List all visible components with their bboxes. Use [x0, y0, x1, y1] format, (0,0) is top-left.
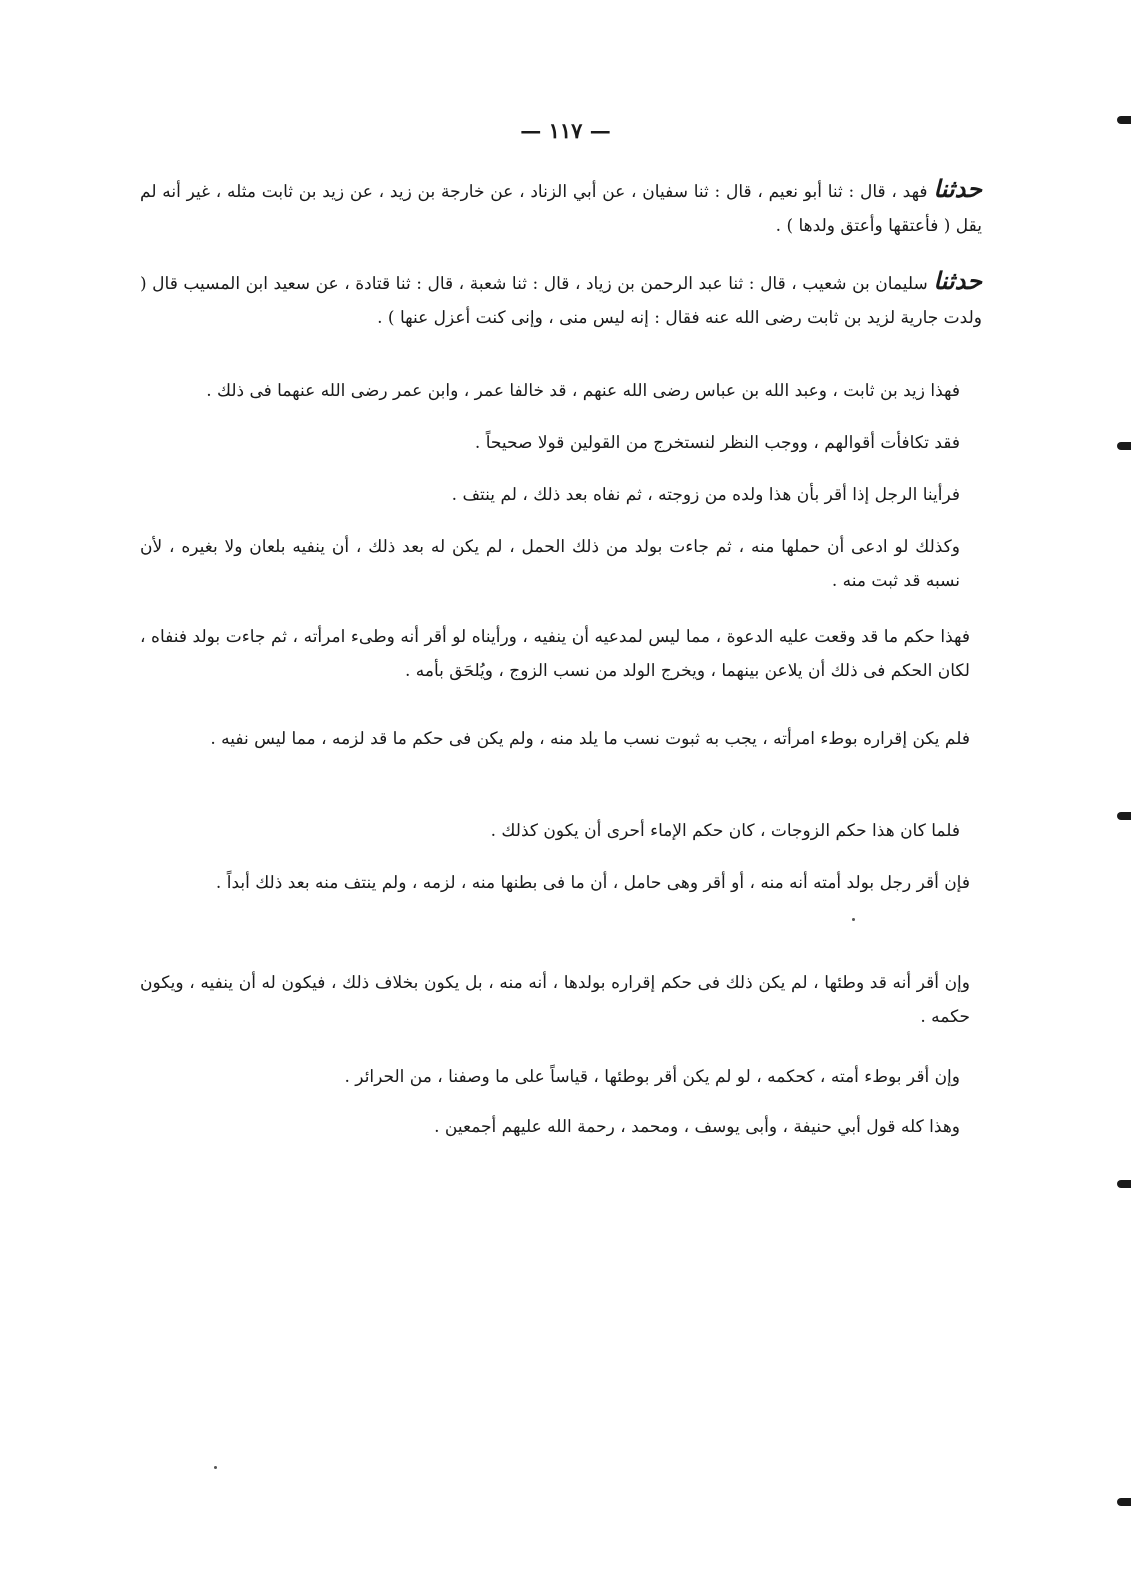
binding-edge-mark	[1117, 1180, 1131, 1188]
paragraph-text: فرأينا الرجل إذا أقر بأن هذا ولده من زوجته ، ثم نفاه بعد ذلك ، لم ينتف .	[451, 485, 960, 505]
scan-speck	[214, 1466, 217, 1469]
paragraph-5	[370, 478, 960, 512]
paragraph-text: فإن أقر رجل بولد أمته أنه منه ، أو أقر وهى حامل ، أن ما فى بطنها منه ، لزمه ، ولم ينتف منه بعد ذلك أبداً .	[215, 873, 970, 893]
paragraph-text: فهذا حكم ما قد وقعت عليه الدعوة ، مما ليس لمدعيه أن ينفيه ، ورأيناه لو أقر أنه وطىء امرأته ، ثم جاءت بولد فنفاه ، لكان الحكم فى ذلك أن يلاعن بينهما ، ويخرج الولد من نسب الزوج ، ويُلحَق بأمه .	[140, 627, 970, 681]
paragraph-text: وهذا كله قول أبي حنيفة ، وأبى يوسف ، ومحمد ، رحمة الله عليهم أجمعين .	[434, 1117, 960, 1137]
paragraph-13	[390, 1110, 960, 1144]
paragraph-text: وإن أقر أنه قد وطئها ، لم يكن ذلك فى حكم إقراره بولدها ، أنه منه ، بل يكون بخلاف ذلك ، فيكون له أن ينفيه ، ويكون حكمه .	[140, 973, 970, 1027]
binding-edge-mark	[1117, 442, 1131, 450]
paragraph-text: فهذا زيد بن ثابت ، وعبد الله بن عباس رضى الله عنهم ، قد خالفا عمر ، وابن عمر رضى الله عنهما فى ذلك .	[206, 381, 960, 401]
paragraph-10	[140, 866, 970, 900]
page-number: — ١١٧ —	[520, 118, 611, 143]
paragraph-11	[140, 966, 970, 1034]
paragraph-7	[140, 620, 970, 688]
paragraph-hadith-1	[140, 172, 982, 243]
paragraph-9	[390, 814, 960, 848]
paragraph-hadith-2	[140, 264, 982, 335]
paragraph-4	[380, 426, 960, 460]
paragraph-text: سليمان بن شعيب ، قال : ثنا عبد الرحمن بن زياد ، قال : ثنا شعبة ، قال : ثنا قتادة ، عن سعيد ابن المسيب قال ( ولدت جارية لزيد بن ثابت رضى الله عنه فقال : إنه ليس منى ، وإنى كنت أعزل عنها ) .	[140, 274, 982, 328]
paragraph-8	[140, 722, 970, 756]
binding-edge-mark	[1117, 812, 1131, 820]
paragraph-3	[150, 374, 960, 408]
paragraph-text: فلما كان هذا حكم الزوجات ، كان حكم الإماء أحرى أن يكون كذلك .	[490, 821, 960, 841]
binding-edge-mark	[1117, 116, 1131, 124]
paragraph-text: فهد ، قال : ثنا أبو نعيم ، قال : ثنا سفيان ، عن أبي الزناد ، عن خارجة بن زيد ، عن زيد بن ثابت مثله ، غير أنه لم يقل ( فأعتقها وأعتق ولدها ) .	[140, 182, 982, 236]
paragraph-text: وكذلك لو ادعى أن حملها منه ، ثم جاءت بولد من ذلك الحمل ، لم يكن له بعد ذلك ، أن ينفيه بلعان ولا بغيره ، لأن نسبه قد ثبت منه .	[140, 537, 960, 591]
paragraph-text: فلم يكن إقراره بوطء امرأته ، يجب به ثبوت نسب ما يلد منه ، ولم يكن فى حكم ما قد لزمه ، مما ليس نفيه .	[210, 729, 970, 749]
paragraph-text: فقد تكافأت أقوالهم ، ووجب النظر لنستخرج من القولين قولا صحيحاً .	[474, 433, 960, 453]
paragraph-12	[270, 1060, 960, 1094]
scan-speck	[852, 918, 855, 921]
binding-edge-mark	[1117, 1498, 1131, 1506]
paragraph-6	[140, 530, 960, 598]
paragraph-text: وإن أقر بوطء أمته ، كحكمه ، لو لم يكن أقر بوطئها ، قياساً على ما وصفنا ، من الحرائر .	[344, 1067, 960, 1087]
paragraph-lead-word: حدثنا	[933, 174, 982, 203]
paragraph-lead-word: حدثنا	[933, 266, 982, 295]
